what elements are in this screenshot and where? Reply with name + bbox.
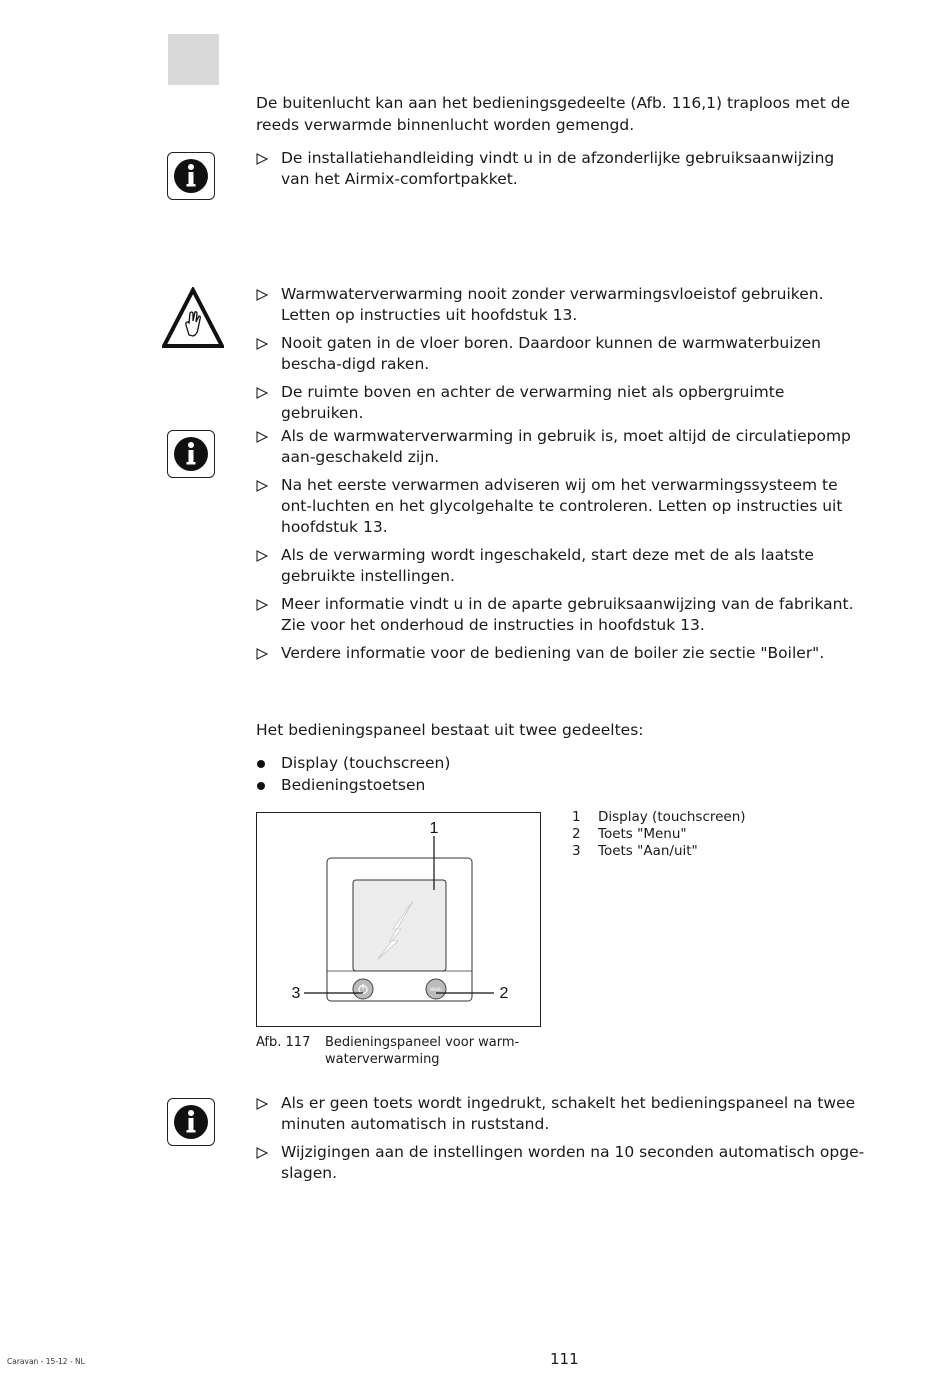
info-list-1 (256, 148, 866, 197)
chapter-tab-marker (168, 34, 219, 85)
info-icon (167, 1098, 215, 1146)
warning-list (256, 284, 866, 431)
warning-hand-icon (162, 287, 224, 349)
triangle-bullet-icon (256, 480, 268, 492)
triangle-bullet-icon (256, 599, 268, 611)
triangle-bullet-icon (256, 648, 268, 660)
panel-parts-list (256, 753, 866, 797)
triangle-bullet-icon (256, 431, 268, 443)
bullet-dot-icon (257, 782, 265, 790)
list-item: Nooit gaten in de vloer boren. Daardoor kunnen de warmwaterbuizen bescha-digd raken. (256, 333, 866, 375)
bullet-dot-icon (257, 760, 265, 768)
info-icon (167, 152, 215, 200)
list-item: Wijzigingen aan de instellingen worden na 10 seconden automatisch opge-slagen. (256, 1142, 866, 1184)
legend-item: 3 Toets "Aan/uit" (572, 843, 698, 859)
control-panel-figure (256, 812, 541, 1027)
triangle-bullet-icon (256, 1147, 268, 1159)
list-item: Display (touchscreen) (256, 753, 866, 774)
caption-number: Afb. 117 (256, 1035, 311, 1050)
list-item: De ruimte boven en achter de verwarming niet als opbergruimte gebruiken. (256, 382, 866, 424)
callout-3: 3 (291, 985, 301, 1002)
caption-text: Bedieningspaneel voor warm-waterverwarming (325, 1035, 520, 1067)
legend-item: 2 Toets "Menu" (572, 826, 687, 842)
legend-item: 1 Display (touchscreen) (572, 809, 746, 825)
display-screen (353, 880, 446, 971)
list-item: Als de verwarming wordt ingeschakeld, start deze met de als laatste gebruikte instellingen. (256, 545, 866, 587)
list-item: Verdere informatie voor de bediening van de boiler zie sectie "Boiler". (256, 643, 866, 664)
footer-doc-ref: Caravan - 15-12 - NL (7, 1357, 85, 1366)
list-item: Warmwaterverwarming nooit zonder verwarmingsvloeistof gebruiken. Letten op instructies uit hoofdstuk 13. (256, 284, 866, 326)
list-item: Bedieningstoetsen (256, 775, 866, 796)
info-icon (167, 430, 215, 478)
airmix-intro-paragraph: De buitenlucht kan aan het bedieningsgedeelte (Afb. 116,1) traploos met de reeds verwarmde binnenlucht worden gemengd. (256, 94, 851, 134)
triangle-bullet-icon (256, 1098, 268, 1110)
control-panel-illustration (257, 813, 542, 1028)
list-item: Na het eerste verwarmen adviseren wij om het verwarmingssysteem te ont-luchten en het glycolgehalte te controleren. Letten op instructies uit hoofdstuk 13. (256, 475, 866, 538)
menu-button-label: MENU (430, 987, 442, 992)
panel-intro-paragraph: Het bedieningspaneel bestaat uit twee gedeeltes: (256, 721, 644, 739)
callout-1: 1 (429, 820, 439, 837)
triangle-bullet-icon (256, 387, 268, 399)
triangle-bullet-icon (256, 289, 268, 301)
list-item: Als er geen toets wordt ingedrukt, schakelt het bedieningspaneel na twee minuten automatisch in ruststand. (256, 1093, 866, 1135)
triangle-bullet-icon (256, 550, 268, 562)
page-number: 111 (550, 1350, 579, 1368)
triangle-bullet-icon (256, 338, 268, 350)
figure-legend (572, 809, 746, 860)
list-item: De installatiehandleiding vindt u in de afzonderlijke gebruiksaanwijzing van het Airmix-comfortpakket. (256, 148, 866, 190)
info-list-2 (256, 426, 866, 671)
info-list-3 (256, 1093, 866, 1191)
callout-2: 2 (499, 985, 509, 1002)
list-item: Als de warmwaterverwarming in gebruik is, moet altijd de circulatiepomp aan-geschakeld zijn. (256, 426, 866, 468)
triangle-bullet-icon (256, 153, 268, 165)
list-item: Meer informatie vindt u in de aparte gebruiksaanwijzing van de fabrikant. Zie voor het onderhoud de instructies in hoofdstuk 13. (256, 594, 866, 636)
